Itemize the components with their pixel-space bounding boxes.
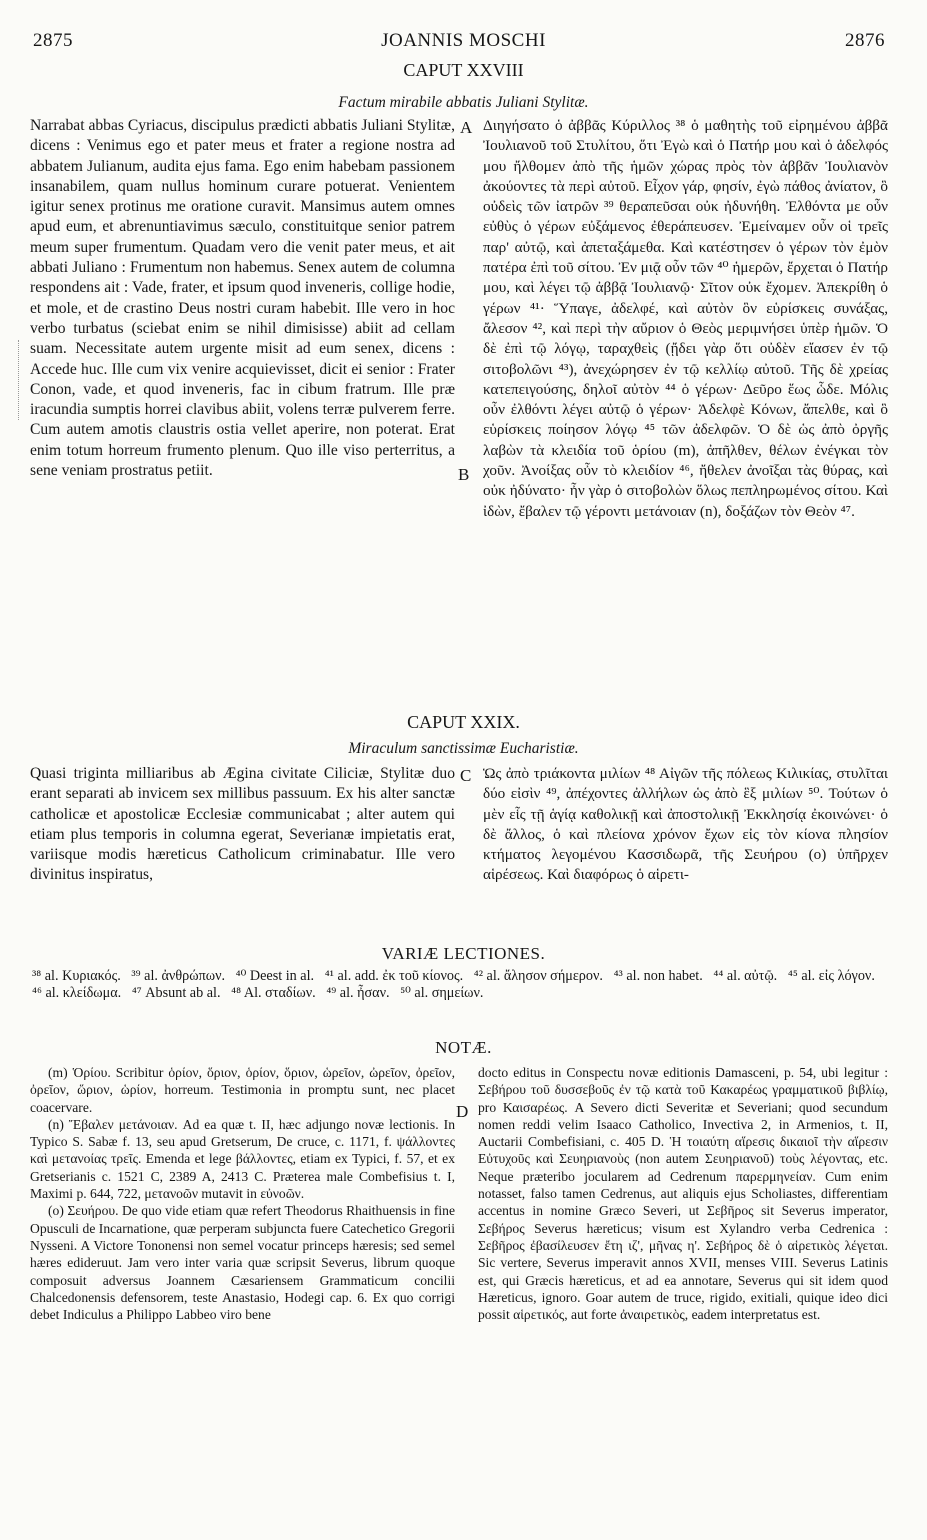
variant-reading: ⁴² al. ἄλησον σήμερον. [473, 968, 603, 984]
chapter-28-greek-text: Διηγήσατο ὁ ἀββᾶς Κύριλλος ³⁸ ὁ μαθητὴς τοῦ εἰρημένου ἀββᾶ Ἰουλιανοῦ τοῦ Στυλίτου, ὅτι Ἐγὼ καὶ ὁ Πατήρ μου καὶ ὁ ἀδελφός μου ἤλθομεν ἀπὸ τῆς ἡμῶν χώρας πρὸς τὸν ἀββᾶν Ἰουλιανὸν ἀκούοντες τὰ περὶ αὐτοῦ. Εἶχον γάρ, φησίν, ἐγὼ πάθος ἀνίατον, ὃ οὐδεὶς τῶν ἰατρῶν ³⁹ θεραπεῦσαι οὐκ ἠδυνήθη. Ἐλθόντα με οὖν εὐθὺς ὁ γέρων εὐξάμενος ἐθεράπευσεν. Ἐμείναμεν οὖν οἱ τρεῖς παρ' αὐτῷ, καὶ ἀπεταξάμεθα. Καὶ κατέστησεν ὁ γέρων τὸν ἐμὸν πατέρα ἐπὶ τοῦ σίτου. Ἐν μιᾷ οὖν τῶν ⁴⁰ ἡμερῶν, ἔρχεται ὁ Πατήρ μου, καὶ λέγει τῷ ἀββᾷ Ἰουλιανῷ· Σῖτον οὐκ ἔχομεν. Ἀπεκρίθη ὁ γέρων ⁴¹· Ὕπαγε, ἀδελφέ, καὶ αὐτὸν ὃν εὑρίσκεις συνάξας, ἄλεσον ⁴², καὶ περὶ τὴν αὔριον ὁ Θεὸς μεριμνήσει ὑπὲρ ἡμῶν. Ὁ δὲ ἐπὶ τῷ λόγῳ, ταραχθεὶς (ᾔδει γὰρ ὅτι οὐδὲν εἴασεν ἐν τῷ σιτοβολῶνι ⁴³), ἀνεχώρησεν ἐν τῷ κελλίῳ αὐτοῦ. Τῆς δὲ χρείας κατεπειγούσης, δηλοῖ αὐτὸν ⁴⁴ ὁ γέρων· Δεῦρο ἕως ὧδε. Μόλις οὖν ἐλθόντι λέγει αὐτῷ ὁ γέρων· Ἀδελφὲ Κόνων, ἄπελθε, καὶ ὃ εὑρίσκεις ποίησον λόγῳ ⁴⁵ τῶν ἀδελφῶν. Ὁ δὲ ὡς ἀπὸ ὀργῆς λαβὼν τὰ κλειδία τοῦ ὁρίου (m), ἀπῆλθεν, θέλων ἐνέγκαι τὸν χοῦν. Ἀνοίξας οὖν τὸ κλειδίον ⁴⁶, ἤθελεν ἀνοῖξαι τὰς θύρας, καὶ οὐκ ἠδύνατο· ἦν γὰρ ὁ σιτοβολὼν ὅλως πεπληρωμένος σίτου. Καὶ ἰδὼν, ἔβαλεν τῷ γέροντι μετάνοιαν (n), δοξάζων τὸν Θεὸν ⁴⁷. [483, 117, 888, 520]
chapter-28-latin-text: Narrabat abbas Cyriacus, discipulus prædicti abbatis Juliani Stylitæ, dicens : Venimus ego et pater meus et frater a regione nostra ad abbatem Julianum, audita ejus fama. Ego enim habebam passionem insanabilem, quam nullus hominum curare potuerat. Venientem igitur senex protinus me oratione curavit. Mansimus autem omnes apud eum, et abrenuntiavimus sæculo, constituitque senior patrem meum super frumentum. Quadam vero die venit pater meus, et ait abbati Juliano : Frumentum non habemus. Senex autem de columna respondens ait : Vade, frater, et ipsum quod inveneris, collige hodie, et mole, et de crastino Deus nostri curam habebit. Ille vero in hoc verbo turbatus (sciebat enim se nihil dimisisse) abiit ad cellam suam. Necessitate autem urgente misit ad eum senex, dicens : Accede huc. Ille cum vix venire acquievisset, dicit ei senior : Frater Conon, vade, et quod inveneris, fac in cibum fratrum. Ille præ iracundia sumptis horrei clavibus abiit, volens terræ pulverem ferre. Cum autem amotis claustris ostia vellet aperire, non poterat. Erat enim totum horreum frumento plenum. Quo ille viso perterritus, a sene veniam prostratus petiit. [30, 117, 455, 480]
variant-reading: ⁴⁷ Absunt ab al. [131, 984, 221, 1001]
variant-reading: ³⁹ al. ἀνθρώπων. [131, 968, 226, 984]
variant-reading: ⁴⁶ al. κλείδωμα. [32, 984, 122, 1001]
note-o-continued: docto editus in Conspectu novæ editionis Damasceni, p. 54, ubi legitur : Σεβήρου τοῦ δυσσεβοῦς ἐν τῷ κατὰ τοῦ Κακαρέως γραμματικοῦ βιβλίῳ, pro Καισαρέως. A Severo dicti Severitæ et Severiani; quod secundum nomen reddi velim Isaaco Catholico, Invectiva 2, in Armenios, t. II, Auctarii Combefisiani, c. 405 D. Ἡ τοιαύτη αἵρεσις δικαιοῖ τὴν αἵρεσιν Εὐτυχοῦς καὶ Σευηριανοὺς (non autem Σευηριανοῦ) τοὺς λέγοντας, etc. Neque præteribo jocularem ad Cedrenum παρερμηνείαν. Cum enim notasset, falso tamen Cedrenus, aut aliquis ejus Scholiastes, differentiam accentus in nomine Græco Severi, ut Σεβῆρος sit Severus imperator, Σεβήρος Severus hæreticus; visum est Xylandro verba Cedrenica : Σεβῆρος ἐβασίλευσεν ἔτη ιζ', μῆνας η'. Σεβήρος δὲ ὁ αἱρετικὸς λέγεται. Sic vertere, Severus imperavit annos XVII, menses VIII. Severus Latinis est, qui Græcis hæreticus, et ad ea annotare, Severus qui sit idem quod Hæreticus, ignoro. Goar autem de truce, rigido, exitiali, quique ideo dici possit αἱρετικός, aut forte ἀναιρετικὸς, eadem interpretatus est. [478, 1065, 888, 1323]
variae-lectiones-heading: VARIÆ LECTIONES. [381, 944, 546, 963]
notae-left-column [30, 1064, 455, 1504]
variant-reading: ⁴⁵ al. εἰς λόγον. [787, 968, 875, 984]
notae-right-column [478, 1064, 888, 1504]
margin-marker-d: D [456, 1102, 469, 1121]
margin-marker-b: B [458, 465, 470, 484]
margin-marker-c: C [460, 766, 472, 785]
note-n: (n) Ἔβαλεν μετάνοιαν. Ad ea quæ t. II, hæc adjungo novæ lectionis. In Typico S. Sabæ f. 13, seu apud Gretserum, De cruce, c. 1171, f. ψάλλοντες καὶ μετανοίας τρεῖς. Emenda et lege βάλλοντες, etiam ex Typici, f. 57, et ex Gretserianis c. 1521 C, 2389 A, 2413 C. Præterea male Combefisius t. I, Maximi p. 644, 722, μετανοῶν mutavit in εὐνοῶν. [30, 1116, 455, 1202]
chapter-28-subtitle: Factum mirabile abbatis Juliani Stylitæ. [338, 94, 589, 111]
page-number-right: 2876 [845, 30, 885, 51]
note-o: (o) Σευήρου. De quo vide etiam quæ refert Theodorus Rhaithuensis in fine Opusculi de Incarnatione, quæ perperam subjuncta fuere Catechetico Gregorii Nysseni. A Victore Tononensi non semel vocatur princeps hæresis; sed semel hæres edideruut. Jam vero inter varia quæ scripsit Severus, librum quoque composuit adversus Joannem Cæsariensem Grammaticum concilii Chalcedonensis defensorem, teste Anastasio, Hodegi cap. 6. Ex quo corrigi debet Indiculus a Philippo Labbeo viro bene [30, 1203, 455, 1323]
page-number-left: 2875 [33, 30, 73, 51]
variant-reading: ⁴⁰ Deest in al. [235, 968, 315, 984]
chapter-28-heading: CAPUT XXVIII [403, 60, 524, 80]
variant-reading: ⁴³ al. non habet. [613, 968, 703, 984]
variant-reading: ⁴⁴ al. αὐτῷ. [713, 968, 778, 984]
chapter-29-latin-column [30, 764, 455, 939]
chapter-28-greek-column [483, 116, 888, 706]
variant-reading: ⁴¹ al. add. ἐκ τοῦ κίονος. [324, 968, 464, 984]
notae-heading: NOTÆ. [435, 1038, 492, 1057]
chapter-29-greek-text: Ὡς ἀπὸ τριάκοντα μιλίων ⁴⁸ Αἰγῶν τῆς πόλεως Κιλικίας, στυλῖται δύο εἰσὶν ⁴⁹, ἀπέχοντες ἀλλήλων ὡς ἀπὸ ἓξ μιλίων ⁵⁰. Τούτων ὁ μὲν εἷς τῇ ἁγίᾳ καθολικῇ καὶ ἀποστολικῇ Ἐκκλησίᾳ ἐκοινώνει· ὁ δὲ ἄλλος, ὁ καὶ πλείονα χρόνον ἔχων εἰς τὸν κίονα πλησίον κτήματος λεγομένου Κασσιδωρᾶ, τῆς Σευήρου (o) ὑπῆρχεν αἱρέσεως. Καὶ διαφόρως ὁ αἱρετι- [483, 765, 888, 884]
chapter-28-latin-column [30, 116, 455, 661]
variae-lectiones-list [32, 968, 887, 1001]
chapter-29-heading: CAPUT XXIX. [407, 712, 520, 732]
chapter-29-latin-text: Quasi triginta milliaribus ab Ægina civitate Ciliciæ, Stylitæ duo erant separati ab invicem sex millibus passuum. Ex his alter sanctæ catholicæ et apostolicæ Ecclesiæ communicabat ; alter autem qui etiam plus temporis in columna egerat, Severianæ impietatis erat, variisque modis hæreticus Catholicum criminabatur. Ille vero divinitus inspiratus, [30, 765, 455, 884]
variant-reading: ³⁸ al. Κυριακός. [32, 968, 121, 984]
chapter-29-greek-column [483, 764, 888, 939]
variant-reading: ⁵⁰ al. σημείων. [400, 984, 484, 1001]
variant-reading: ⁴⁸ Al. σταδίων. [231, 984, 316, 1001]
note-m: (m) Ὁρίου. Scribitur ὁρίον, ὅριον, ὁρίον, ὅριον, ὡρεῖον, ὠρεῖον, ὀρεῖον, ὀρεῖον, ὥριον, ὡρίον, horreum. Testimonia in promptu sunt, nec placet coacervare. [30, 1065, 455, 1115]
chapter-29-subtitle: Miraculum sanctissimæ Eucharistiæ. [348, 740, 579, 757]
margin-dots [18, 340, 20, 420]
running-title: JOANNIS MOSCHI [381, 30, 546, 51]
variant-reading: ⁴⁹ al. ἦσαν. [326, 984, 390, 1001]
margin-marker-a: A [460, 118, 473, 137]
